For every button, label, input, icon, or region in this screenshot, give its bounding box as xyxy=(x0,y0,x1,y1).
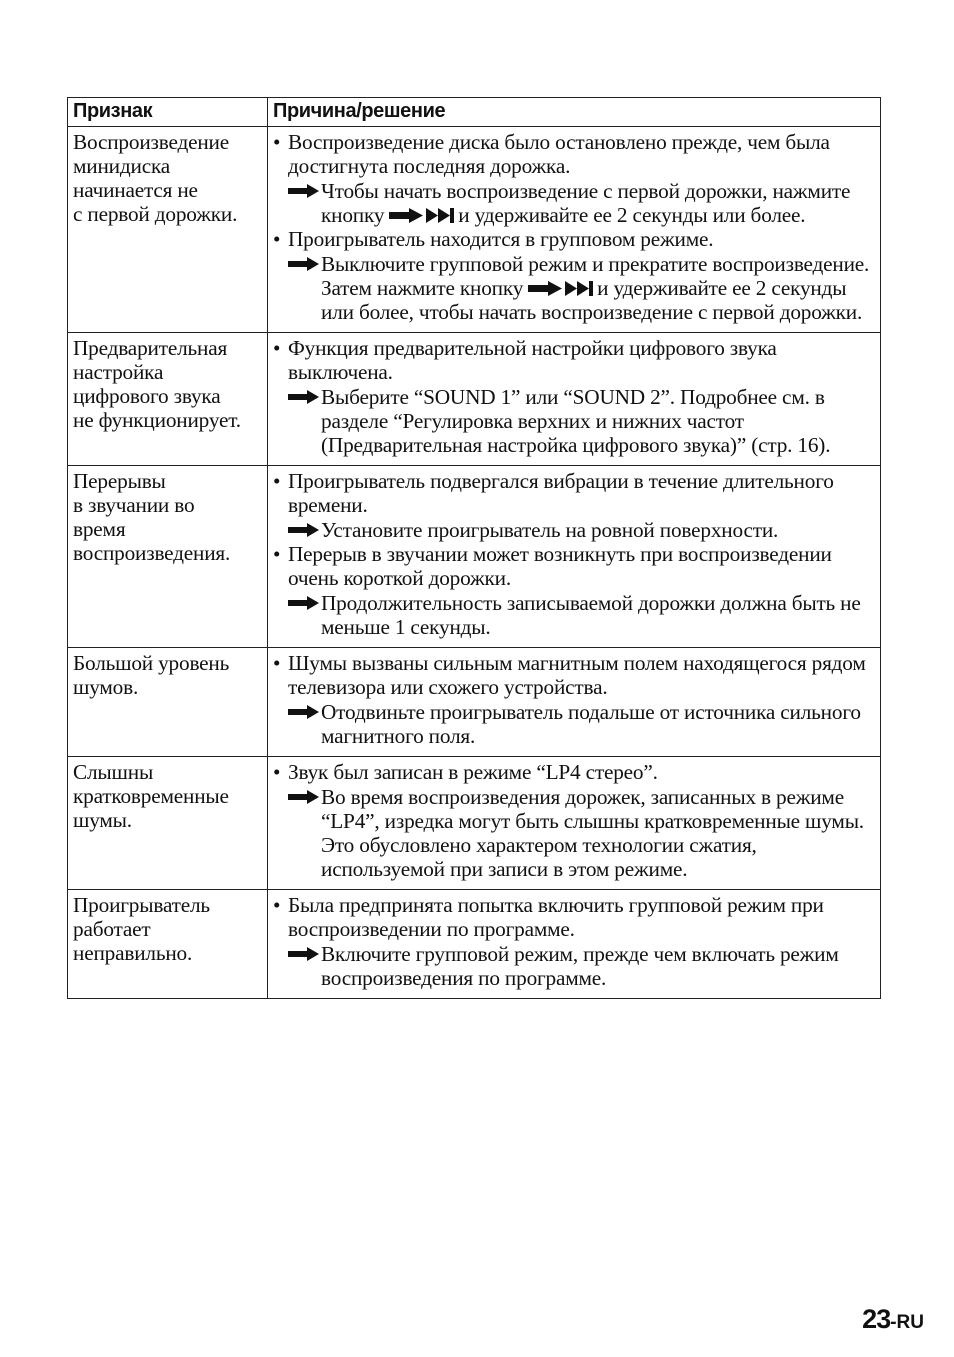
troubleshooting-table xyxy=(67,97,881,999)
table-row xyxy=(68,648,881,757)
column-header-cause: Причина/решение xyxy=(268,98,881,127)
solution-text xyxy=(321,942,875,990)
cause-item xyxy=(273,227,875,251)
arrow-right-icon xyxy=(288,523,319,537)
symptom-text: Предварительная настройка цифрового звука не функционирует. xyxy=(73,336,241,432)
page-number-value: 23 xyxy=(862,1304,891,1334)
page-number xyxy=(862,1304,924,1335)
solution-text xyxy=(321,518,875,542)
cause-cell xyxy=(268,890,881,999)
cause-item xyxy=(273,542,875,590)
solution-text-main: Продолжительность записываемой дорожки должна быть не меньше 1 секунды. xyxy=(321,591,861,639)
arrow-right-icon xyxy=(288,390,319,404)
solution-item xyxy=(273,179,875,227)
symptom-cell xyxy=(68,127,268,333)
cause-text: Была предпринята попытка включить групповой режим при воспроизведении по программе. xyxy=(288,893,824,941)
solution-item xyxy=(273,385,875,457)
column-header-symptom: Признак xyxy=(68,98,268,127)
cause-item xyxy=(273,336,875,384)
symptom-cell xyxy=(68,757,268,890)
arrow-right-icon xyxy=(288,947,319,961)
symptom-text: Перерывы в звучании во время воспроизведения. xyxy=(73,469,231,565)
cause-item xyxy=(273,130,875,178)
symptom-text: Проигрыватель работает неправильно. xyxy=(73,893,210,965)
solution-item xyxy=(273,785,875,881)
solution-text-main: Во время воспроизведения дорожек, записанных в режиме “LP4”, изредка могут быть слышны кратковременные шумы. Это обусловлено характером технологии сжатия, используемой при записи в этом режиме. xyxy=(321,785,864,881)
solution-item xyxy=(273,518,875,542)
bullet-icon: • xyxy=(273,469,281,493)
solution-text xyxy=(321,591,875,639)
bullet-icon: • xyxy=(273,760,281,784)
symptom-cell xyxy=(68,890,268,999)
table-body xyxy=(68,127,881,999)
solution-text-main: Чтобы начать воспроизведение с первой дорожки, нажмите кнопку xyxy=(321,179,851,227)
bullet-icon: • xyxy=(273,336,281,360)
play-fast-forward-icon xyxy=(389,208,455,223)
arrow-right-icon xyxy=(288,184,319,198)
bullet-icon: • xyxy=(273,130,281,154)
solution-text xyxy=(321,700,875,748)
cause-text: Звук был записан в режиме “LP4 стерео”. xyxy=(288,760,658,784)
solution-item xyxy=(273,700,875,748)
solution-text xyxy=(321,385,875,457)
table-row xyxy=(68,333,881,466)
cause-item xyxy=(273,469,875,517)
solution-text xyxy=(321,179,875,227)
bullet-icon: • xyxy=(273,542,281,566)
play-fast-forward-icon xyxy=(528,281,594,296)
cause-text: Проигрыватель подвергался вибрации в течение длительного времени. xyxy=(288,469,834,517)
table-row xyxy=(68,890,881,999)
solution-text-continued: и удерживайте ее 2 секунды или более, чтобы начать воспроизведение с первой дорожки. xyxy=(321,276,863,324)
table-row xyxy=(68,127,881,333)
symptom-text: Слышны кратковременные шумы. xyxy=(73,760,229,832)
solution-text-main: Включите групповой режим, прежде чем включать режим воспроизведения по программе. xyxy=(321,942,839,990)
cause-cell xyxy=(268,648,881,757)
arrow-right-icon xyxy=(288,790,319,804)
cause-cell xyxy=(268,757,881,890)
bullet-icon: • xyxy=(273,651,281,675)
table-header-row xyxy=(68,98,881,127)
solution-text-continued: и удерживайте ее 2 секунды или более. xyxy=(458,203,806,227)
cause-item xyxy=(273,651,875,699)
cause-text: Воспроизведение диска было остановлено прежде, чем была достигнута последняя дорожка. xyxy=(288,130,830,178)
arrow-right-icon xyxy=(288,596,319,610)
table-row xyxy=(68,757,881,890)
page-number-suffix: -RU xyxy=(890,1312,924,1333)
solution-text-main: Выключите групповой режим и прекратите воспроизведение. Затем нажмите кнопку xyxy=(321,252,870,300)
solution-text-main: Установите проигрыватель на ровной поверхности. xyxy=(321,518,779,542)
symptom-cell xyxy=(68,466,268,648)
solution-text xyxy=(321,252,875,324)
cause-text: Перерыв в звучании может возникнуть при воспроизведении очень короткой дорожки. xyxy=(288,542,832,590)
cause-text: Функция предварительной настройки цифрового звука выключена. xyxy=(288,336,777,384)
arrow-right-icon xyxy=(288,257,319,271)
solution-item xyxy=(273,942,875,990)
solution-item xyxy=(273,591,875,639)
cause-text: Шумы вызваны сильным магнитным полем находящегося рядом телевизора или схожего устройства. xyxy=(288,651,866,699)
cause-text: Проигрыватель находится в групповом режиме. xyxy=(288,227,714,251)
cause-cell xyxy=(268,333,881,466)
cause-cell xyxy=(268,466,881,648)
symptom-cell xyxy=(68,648,268,757)
cause-item xyxy=(273,760,875,784)
solution-text-main: Отодвиньте проигрыватель подальше от источника сильного магнитного поля. xyxy=(321,700,861,748)
symptom-text: Воспроизведение минидиска начинается не с первой дорожки. xyxy=(73,130,238,226)
cause-item xyxy=(273,893,875,941)
symptom-cell xyxy=(68,333,268,466)
solution-text xyxy=(321,785,875,881)
arrow-right-icon xyxy=(288,705,319,719)
bullet-icon: • xyxy=(273,227,281,251)
solution-text-main: Выберите “SOUND 1” или “SOUND 2”. Подробнее см. в разделе “Регулировка верхних и нижних частот (Предварительная настройка цифрового звука)” (стр. 16). xyxy=(321,385,831,457)
cause-cell xyxy=(268,127,881,333)
symptom-text: Большой уровень шумов. xyxy=(73,651,230,699)
solution-item xyxy=(273,252,875,324)
bullet-icon: • xyxy=(273,893,281,917)
table-row xyxy=(68,466,881,648)
